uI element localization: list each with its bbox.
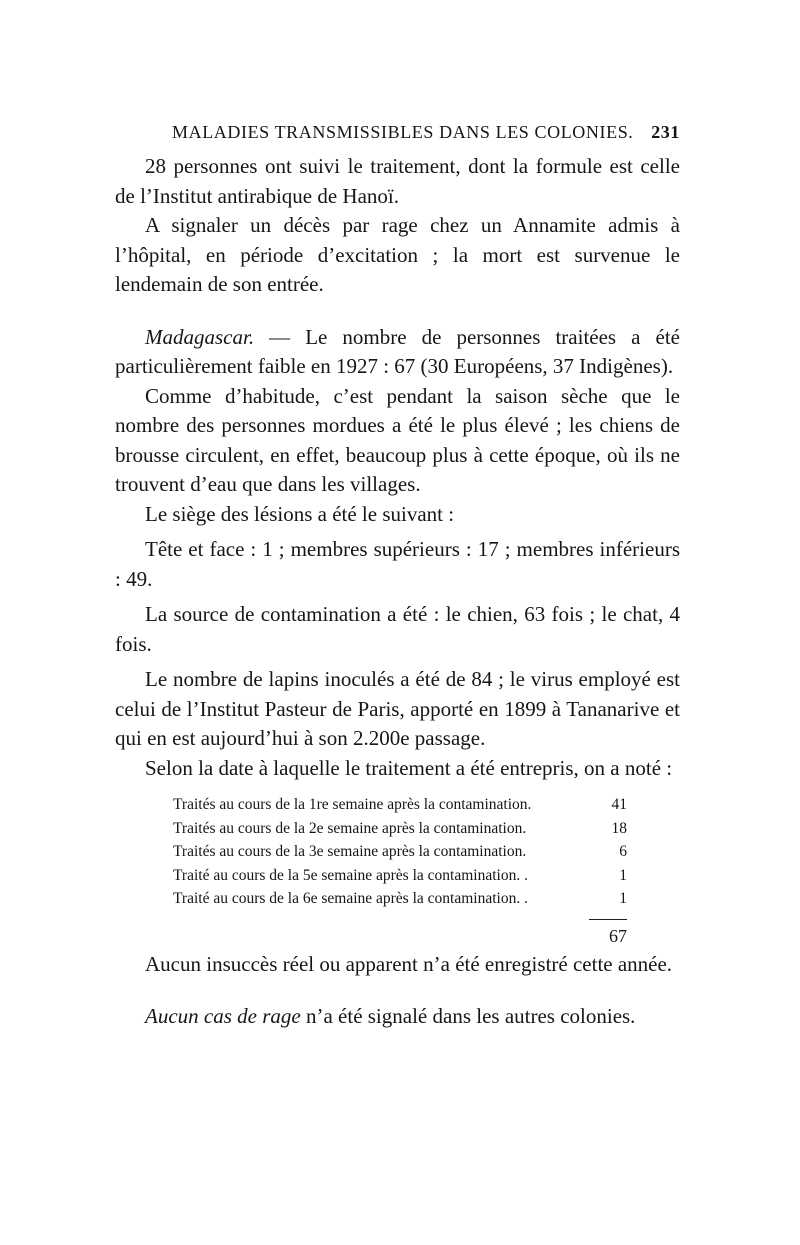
table-row-label: Traités au cours de la 1re semaine après la contamination. <box>173 796 532 813</box>
paragraph-treatment-timing: Selon la date à laquelle le traitement a été entrepris, on a noté : <box>145 755 673 780</box>
paragraph-madagascar-text: — Le nombre de personnes traitées a été particulièrement faible en 1927 : 67 (30 Européens, 37 Indigènes). <box>115 324 680 378</box>
table-row <box>173 840 627 864</box>
table-row-value: 1 <box>619 890 627 907</box>
running-title: MALADIES TRANSMISSIBLES DANS LES COLONIES. <box>172 122 634 142</box>
table-row-value: 6 <box>619 843 627 860</box>
paragraph-dry-season: Comme d’habitude, c’est pendant la saison sèche que le nombre des personnes mordues a été le plus élevé ; les chiens de brousse circulent, en effet, beaucoup plus à cette époque, où ils ne trouvent d’eau que dans les villages. <box>115 383 680 496</box>
paragraph-rabbits: Le nombre de lapins inoculés a été de 84 ; le virus employé est celui de l’Institut Pasteur de Paris, apporté en 1899 à Tananarive et qui en est aujourd’hui à son 2.200e passage. <box>115 667 680 750</box>
paragraph-lesions-intro: Le siège des lésions a été le suivant : <box>145 501 455 526</box>
table-row-label: Traité au cours de la 6e semaine après la contamination. . <box>173 890 528 907</box>
table-row-label: Traités au cours de la 2e semaine après la contamination. <box>173 819 527 837</box>
paragraph-no-failures: Aucun insuccès réel ou apparent n’a été enregistré cette année. <box>145 951 673 976</box>
table-row <box>173 793 627 817</box>
paragraph-lesions: Tête et face : 1 ; membres supérieurs : 17 ; membres inférieurs : 49. <box>115 537 680 591</box>
table-row <box>173 887 627 911</box>
paragraph-hanoi-treatment: 28 personnes ont suivi le traitement, dont la formule est celle de l’Institut antirabique de Hanoï. <box>115 154 680 208</box>
section-lead-no-rabies: Aucun cas de rage <box>145 1004 301 1028</box>
table-row <box>173 817 627 841</box>
page-body <box>115 152 680 1032</box>
table-row-value: 1 <box>619 866 627 884</box>
section-lead-madagascar: Madagascar. <box>145 324 255 349</box>
paragraph-other-colonies-text: n’a été signalé dans les autres colonies. <box>300 1004 636 1028</box>
treatment-timing-table <box>173 793 627 950</box>
table-row-value: 41 <box>611 796 627 813</box>
paragraph-death-report: A signaler un décès par rage chez un Annamite admis à l’hôpital, en période d’excitation ; la mort est survenue le lendemain de son entrée. <box>115 213 680 296</box>
table-row <box>173 864 627 888</box>
page-number: 231 <box>651 122 680 142</box>
paragraph-madagascar <box>115 323 680 382</box>
table-total: 67 <box>609 925 627 946</box>
paragraph-other-colonies <box>115 1002 680 1032</box>
table-row-value: 18 <box>611 819 627 837</box>
table-row-label: Traités au cours de la 3e semaine après la contamination. <box>173 843 527 860</box>
sum-rule <box>589 919 627 920</box>
paragraph-contamination-source: La source de contamination a été : le chien, 63 fois ; le chat, 4 fois. <box>115 602 680 656</box>
table-row-label: Traité au cours de la 5e semaine après la contamination. . <box>173 866 528 884</box>
